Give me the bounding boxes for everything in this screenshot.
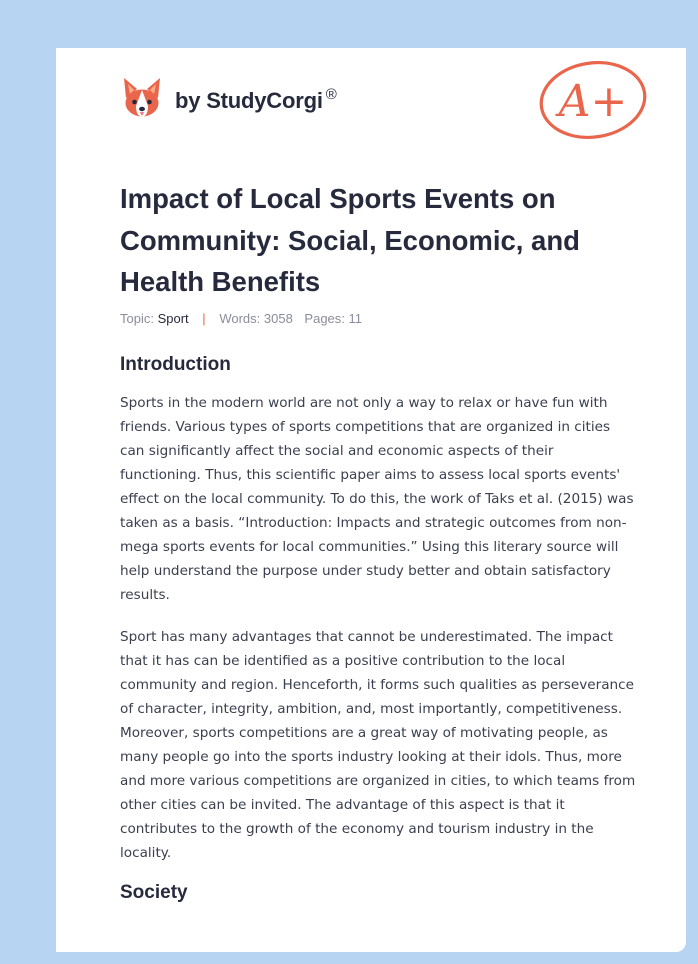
section-heading-society: Society	[120, 882, 188, 903]
section-heading-introduction: Introduction	[120, 354, 231, 375]
a-plus-grade-icon	[537, 58, 649, 142]
corgi-logo-icon	[122, 76, 162, 120]
paper-title: Impact of Local Sports Events on Community: Social, Economic, and Health Benefits	[120, 183, 580, 297]
pages-label: Pages:	[304, 311, 345, 326]
grade-badge-text: A+	[558, 76, 628, 127]
paper-card	[56, 48, 686, 952]
topic-label: Topic:	[120, 311, 154, 326]
topic-link[interactable]: Sport	[157, 311, 189, 326]
brand-wordmark	[175, 88, 337, 114]
pages-value: 11	[348, 311, 363, 326]
brand-name: StudyCorgi	[206, 88, 323, 113]
paragraph: Sport has many advantages that cannot be underestimated. The impact that it has can be identified as a positive contribution to the local community and region. Henceforth, it forms such qualities as perseverance of character, integrity, ambition, and, most importantly, competitiveness. Moreover, sports competitions are a great way of motivating people, as many people go into the sports industry looking at their idols. Thus, more and more various competitions are organized in cities, to which teams from other cities can be invited. The advantage of this aspect is that it contributes to the growth of the economy and tourism industry in the locality.	[120, 629, 636, 861]
brand-prefix: by	[175, 88, 207, 113]
meta-separator: |	[202, 311, 206, 326]
words-label: Words:	[219, 311, 261, 326]
paragraph: Sports in the modern world are not only a way to relax or have fun with friends. Various types of sports competitions that are organized in cities can significantly affect the social and economic aspects of their functioning. Thus, this scientific paper aims to assess local sports events' effect on the local community. To do this, the work of Taks et al. (2015) was taken as a basis. “Introduction: Impacts and strategic outcomes from non-mega sports events for local communities.” Using this literary source will help understand the purpose under study better and obtain satisfactory results.	[120, 395, 634, 603]
words-value: 3058	[263, 311, 293, 326]
paper-meta	[120, 311, 362, 326]
studycorgi-logo[interactable]	[122, 76, 337, 120]
registered-mark: ®	[325, 86, 337, 103]
